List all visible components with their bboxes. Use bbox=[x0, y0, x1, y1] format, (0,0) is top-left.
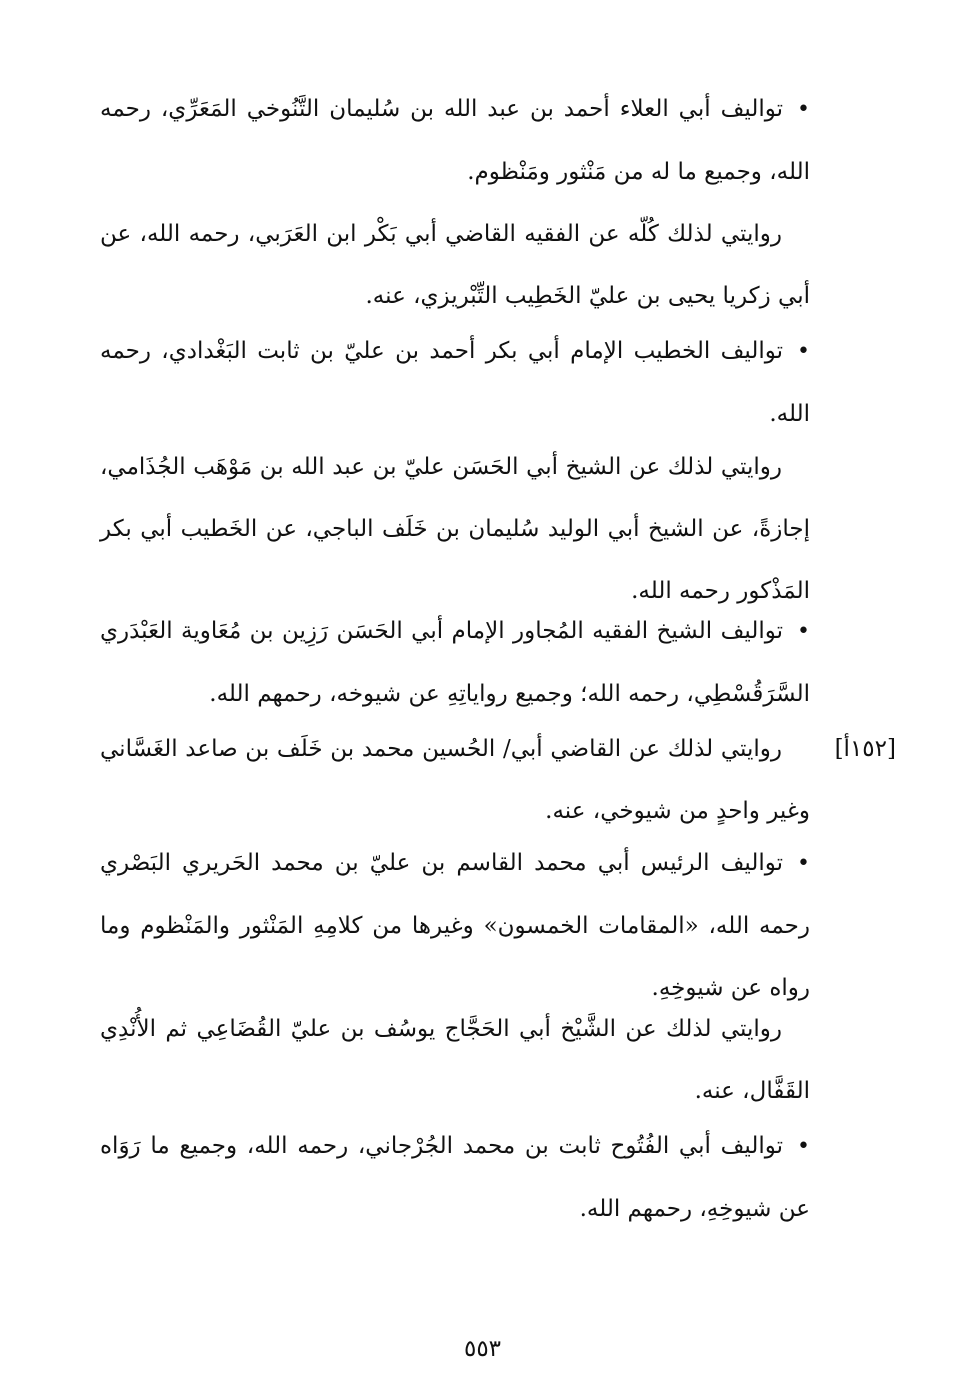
entry-text: تواليف أبي الفُتُوح ثابت بن محمد الجُرْجاني، رحمه الله، وجميع ما رَوَاه عن شيوخِهِ، رحمهم الله. bbox=[100, 1133, 810, 1222]
narration-paragraph bbox=[100, 718, 810, 842]
bullet-icon: • bbox=[797, 97, 810, 122]
bullet-icon: • bbox=[797, 619, 810, 644]
entry-text: تواليف أبي العلاء أحمد بن عبد الله بن سُليمان التَّنُوخي المَعَرِّي، رحمه الله، وجميع ما له من مَنْثور ومَنْظوم. bbox=[100, 96, 810, 185]
margin-folio-reference: [١٥٢أ] bbox=[834, 736, 896, 762]
entry-text: تواليف الشيخ الفقيه المُجاور الإمام أبي الحَسَن رَزِين بن مُعَاوية العَبْدَري السَّرَقُسْطِي، رحمه الله؛ وجميع رواياتِهِ عن شيوخه، رحمهم الله. bbox=[100, 618, 810, 707]
page-number: ٥٥٣ bbox=[463, 1336, 502, 1362]
narration-paragraph bbox=[100, 203, 810, 327]
bullet-icon: • bbox=[797, 1134, 810, 1159]
entry-khatib-baghdadi bbox=[100, 320, 810, 445]
narration-text: روايتي لذلك كُلّه عن الفقيه القاضي أبي بَكْر ابن العَرَبي، رحمه الله، عن أبي زكريا يحيى بن عليّ الخَطِيب التِّبْريزي، عنه. bbox=[100, 221, 810, 309]
entry-abu-al-ala-maarri bbox=[100, 78, 810, 203]
entry-text: تواليف الرئيس أبي محمد القاسم بن عليّ بن محمد الحَريري البَصْري رحمه الله، «المقامات الخمسون» وغيرها من كلامِهِ المَنْثور والمَنْظوم وما رواه عن شيوخِهِ. bbox=[100, 850, 810, 1001]
narration-text: روايتي لذلك عن القاضي أبي/ الحُسين محمد بن خَلَف بن صاعد الغَسَّاني وغير واحدٍ من شيوخي، عنه. bbox=[100, 736, 810, 824]
bullet-icon: • bbox=[797, 851, 810, 876]
narration-paragraph bbox=[100, 436, 810, 622]
narration-text: روايتي لذلك عن الشَّيْخ أبي الحَجَّاج يوسُف بن عليّ القُضَاعِي ثم الأُنْدِي القَفَّال، عنه. bbox=[100, 1016, 810, 1104]
entry-hariri bbox=[100, 832, 810, 1019]
entry-razin-ibn-muawiya bbox=[100, 600, 810, 725]
narration-paragraph bbox=[100, 998, 810, 1122]
bullet-icon: • bbox=[797, 339, 810, 364]
entry-jurjani bbox=[100, 1115, 810, 1240]
entry-text: تواليف الخطيب الإمام أبي بكر أحمد بن عليّ بن ثابت البَغْدادي، رحمه الله. bbox=[100, 338, 810, 427]
narration-text: روايتي لذلك عن الشيخ أبي الحَسَن عليّ بن عبد الله بن مَوْهَب الجُذَامي، إجازةً، عن الشيخ أبي الوليد سُليمان بن خَلَف الباجي، عن الخَطيب أبي بكر المَذْكور رحمه الله. bbox=[100, 454, 810, 604]
